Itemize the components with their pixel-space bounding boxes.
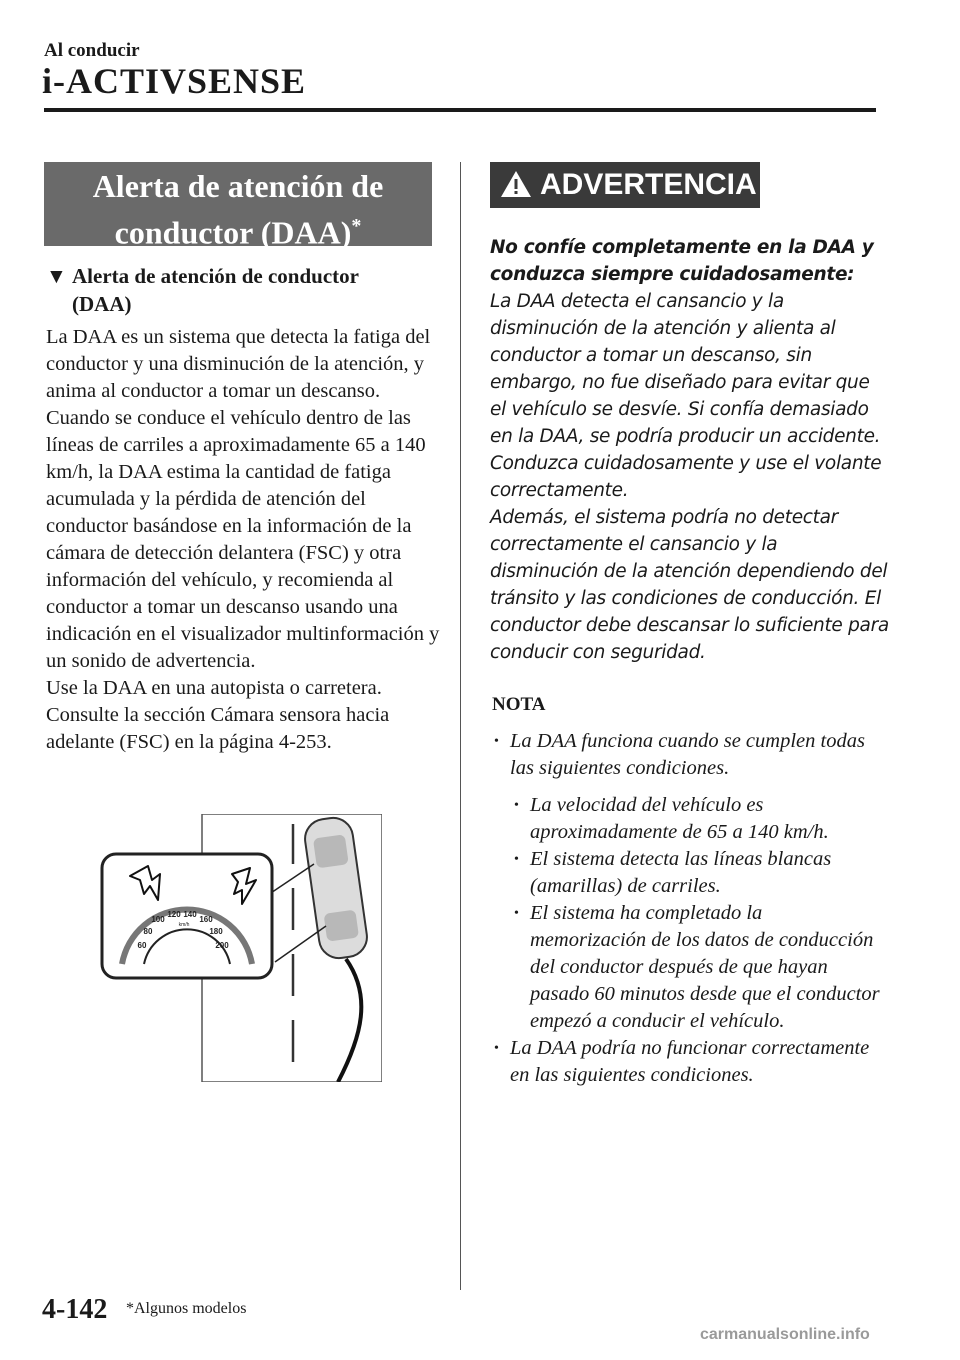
daa-illustration [100, 814, 382, 1082]
warning-text: La DAA detecta el cansancio y la disminución de la atención y alienta al conductor a tomar un descanso, sin embargo, no fue diseñado para evitar que el vehículo se desvíe. Si confía demasiado en la DAA, se podría producir un accidente. Conduzca cuidadosamente y use el volante correctamente. [490, 291, 882, 501]
speed-tick: 80 [143, 927, 153, 936]
body-text-left [46, 324, 446, 756]
note-list [490, 728, 880, 1089]
speed-unit: km/h [178, 922, 190, 928]
warning-triangle-icon [500, 169, 532, 199]
page-title: i-ACTIVSENSE [42, 61, 307, 101]
warning-text: Además, el sistema podría no detectar correctamente el cansancio y la disminución de la atención dependiendo del tránsito y las condiciones de conducción. El conductor debe descansar lo suficiente para conducir con seguridad. [490, 507, 889, 663]
footnote: *Algunos modelos [126, 1300, 247, 1317]
paragraph: Cuando se conduce el vehículo dentro de las líneas de carriles a aproximadamente 65 a 140 km/h, la DAA estima la cantidad de fatiga acumulada y la pérdida de atención del conductor basándose en la información de la cámara de detección delantera (FSC) y otra información del vehículo, y recomienda al conductor a tomar un descanso usando una indicación en el visualizador multinformación y un sonido de advertencia. [46, 407, 440, 672]
header-divider [44, 108, 876, 112]
sub-heading-line2: (DAA) [72, 292, 132, 316]
section-label: Al conducir [44, 40, 140, 61]
warning-label: ADVERTENCIA [540, 168, 757, 201]
note-item: • La DAA funciona cuando se cumplen todas las siguientes condiciones. [490, 728, 880, 782]
watermark: carmanualsonline.info [700, 1326, 870, 1343]
warning-badge [490, 162, 760, 208]
note-subitem: • La velocidad del vehículo es aproximadamente de 65 a 140 km/h. [490, 792, 880, 846]
note-title: NOTA [492, 694, 546, 715]
speed-tick: 180 [209, 927, 223, 936]
warning-body [490, 234, 890, 666]
warning-bold-text: No confíe completamente en la DAA y conduzca siempre cuidadosamente: [490, 237, 874, 285]
note-subitem: • El sistema ha completado la memorización de los datos de conducción del conductor después de que hayan pasado 60 minutos desde que el conductor empezó a conducir el vehículo. [490, 900, 880, 1035]
paragraph: La DAA es un sistema que detecta la fatiga del conductor y una disminución de la atención, y anima al conductor a tomar un descanso. [46, 326, 431, 402]
page-number: 4-142 [42, 1294, 108, 1325]
paragraph: Use la DAA en una autopista o carretera. [46, 677, 382, 699]
triangle-down-icon: ▼ [46, 264, 67, 288]
sub-heading [46, 262, 436, 318]
sub-heading-line1: Alerta de atención de conductor [72, 264, 359, 288]
note-item: • La DAA podría no funcionar correctamente en las siguientes condiciones. [490, 1035, 880, 1089]
note-subitem: • El sistema detecta las líneas blancas (amarillas) de carriles. [490, 846, 880, 900]
footnote-marker: * [351, 215, 362, 237]
speed-tick: 200 [215, 941, 229, 950]
speed-tick: 140 [183, 910, 197, 919]
speed-tick: 160 [199, 915, 213, 924]
section-heading-box [44, 162, 432, 251]
paragraph: Consulte la sección Cámara sensora hacia adelante (FSC) en la página 4-253. [46, 704, 390, 753]
speed-tick: 120 [167, 910, 181, 919]
section-heading-line2: conductor (DAA)* [114, 214, 362, 251]
section-heading-line1: Alerta de atención de [92, 168, 384, 204]
speed-tick: 60 [137, 941, 147, 950]
speed-tick: 100 [151, 915, 165, 924]
column-divider [460, 162, 461, 1290]
